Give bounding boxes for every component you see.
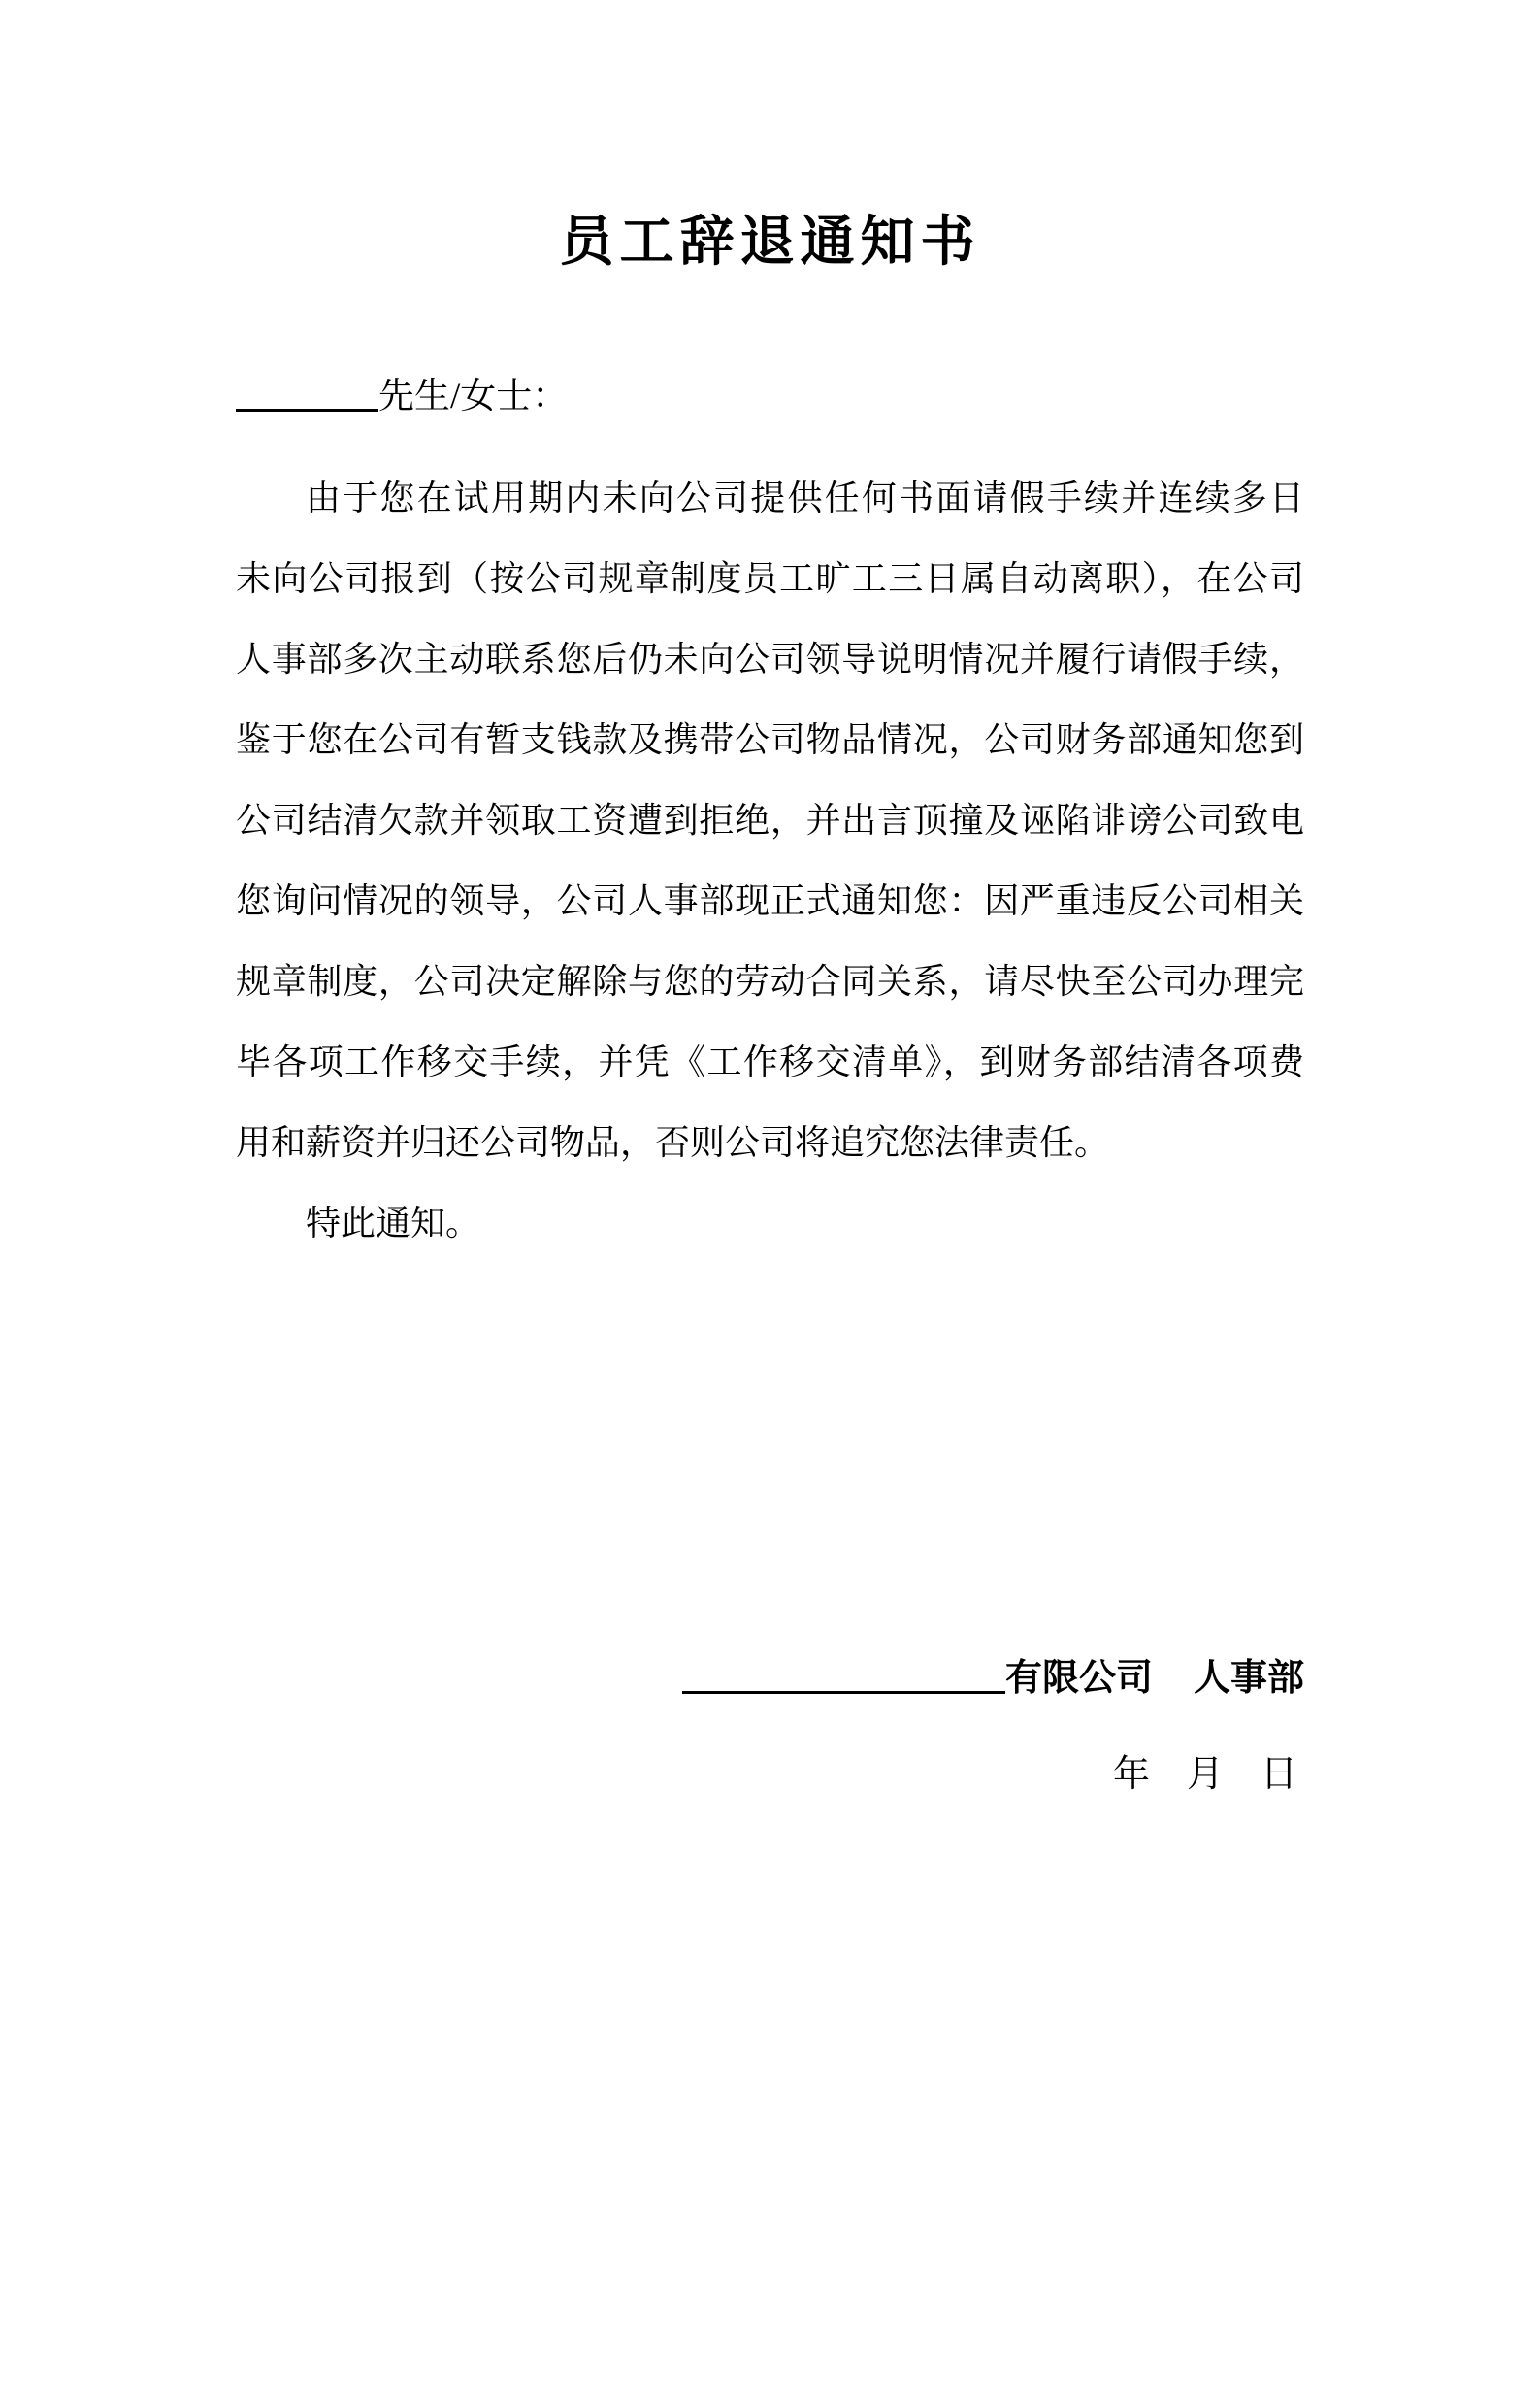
body-line: 公司结清欠款并领取工资遭到拒绝，并出言顶撞及诬陷诽谤公司致电 — [236, 801, 1304, 840]
company-name-blank — [682, 1691, 1005, 1694]
document-page — [0, 206, 1540, 2385]
body-line: 未向公司报到（按公司规章制度员工旷工三日属自动离职），在公司 — [236, 559, 1304, 598]
salutation-line — [236, 356, 1304, 437]
signature-line — [236, 1639, 1304, 1719]
body-line: 规章制度，公司决定解除与您的劳动合同关系，请尽快至公司办理完 — [236, 962, 1304, 1001]
recipient-name-blank — [236, 409, 378, 412]
body-line: 用和薪资并归还公司物品，否则公司将追究您法律责任。 — [236, 1123, 1110, 1162]
body-paragraph — [236, 458, 1304, 1183]
closing-line: 特此通知。 — [306, 1204, 481, 1242]
document-title: 员工辞退通知书 — [559, 213, 981, 273]
body-line: 您询问情况的领导，公司人事部现正式通知您：因严重违反公司相关 — [236, 881, 1304, 920]
body-line: 由于您在试用期内未向公司提供任何书面请假手续并连续多日 — [306, 479, 1304, 517]
body-line: 毕各项工作移交手续，并凭《工作移交清单》，到财务部结清各项费 — [236, 1043, 1304, 1081]
salutation-suffix: 先生/女士： — [378, 377, 569, 416]
body-line: 人事部多次主动联系您后仍未向公司领导说明情况并履行请假手续， — [236, 640, 1304, 679]
company-suffix: 有限公司 — [1004, 1658, 1153, 1699]
department-name: 人事部 — [1193, 1658, 1304, 1699]
body-line: 鉴于您在公司有暂支钱款及携带公司物品情况，公司财务部通知您到 — [236, 720, 1304, 759]
date-line: 年 月 日 — [1112, 1754, 1297, 1795]
